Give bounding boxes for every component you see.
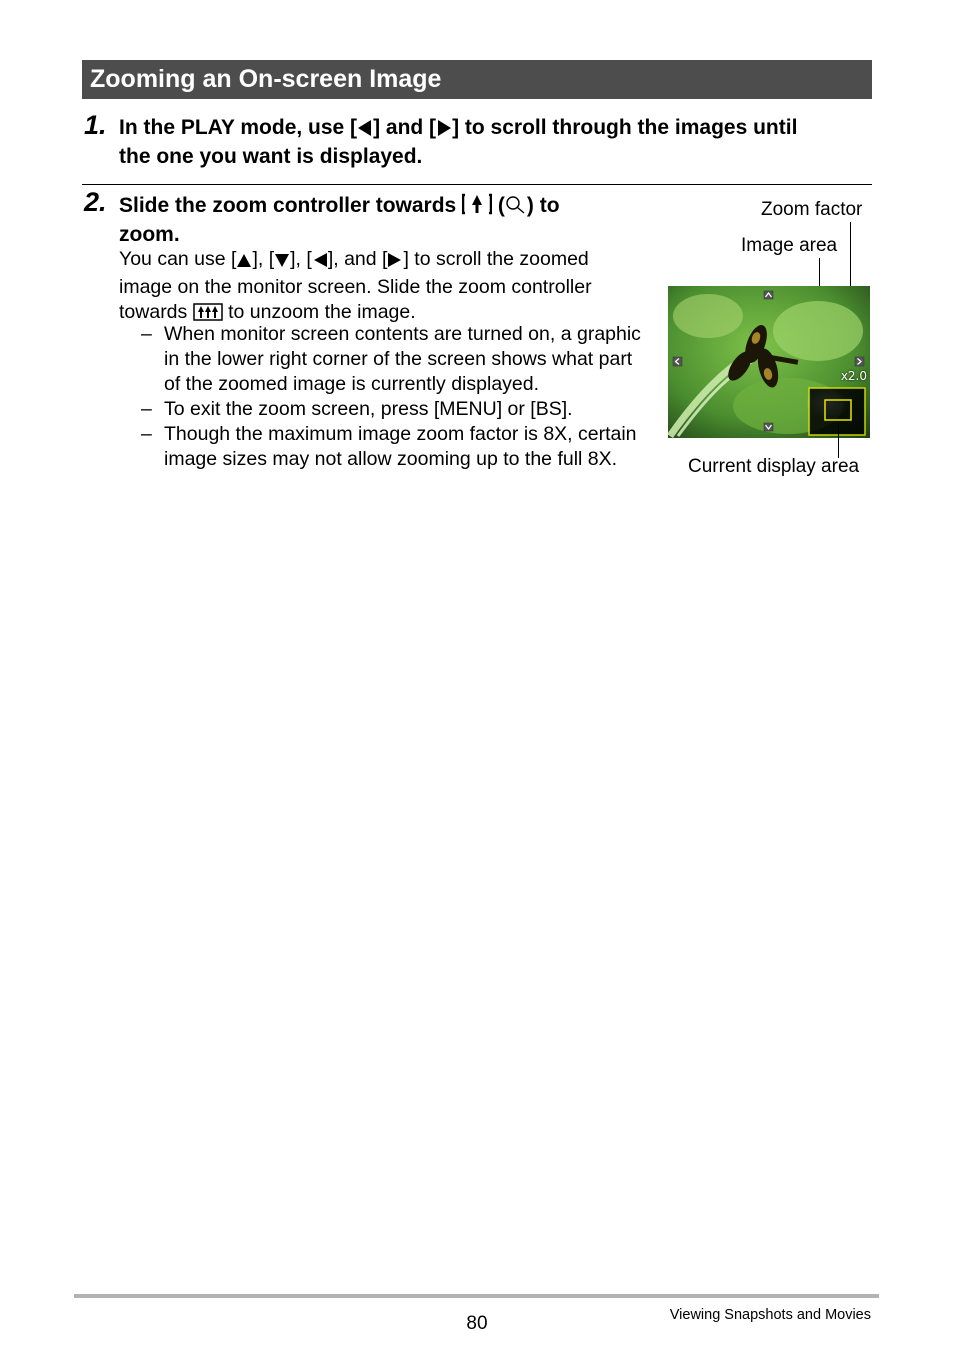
step-2-head-c: ) to [526, 194, 560, 217]
bullet-text: Though the maximum image zoom factor is 8X, certain image sizes may not allow zooming up to the full 8X. [164, 423, 637, 470]
body-text-b: ], [ [252, 248, 275, 270]
step-1-text-a: In the PLAY mode, use [ [119, 116, 358, 139]
magnifier-icon [505, 195, 527, 222]
body-text-line3-b: to unzoom the image. [228, 301, 416, 323]
body-text-e: ] to scroll the zoomed [403, 248, 589, 270]
step-2-head-line2: zoom. [119, 223, 180, 246]
right-arrow-icon [436, 118, 452, 144]
body-text-line2: image on the monitor screen. Slide the zoom controller [119, 276, 592, 298]
divider-rule [82, 184, 872, 185]
step-2-number: 2. [84, 187, 107, 217]
label-image-area: Image area [741, 235, 838, 256]
bullet-text: When monitor screen contents are turned on, a graphic in the lower right corner of the screen shows what part of the zoomed image is currently displayed. [164, 323, 641, 395]
bullet-dash: – [141, 423, 152, 445]
step-2-head-a: Slide the zoom controller towards [119, 194, 457, 217]
footer-rule [74, 1294, 879, 1298]
step-2-body [119, 247, 649, 328]
step-2-heading [119, 193, 659, 248]
page-number: 80 [466, 1313, 488, 1334]
right-arrow-icon [387, 250, 403, 275]
left-arrow-icon [312, 250, 328, 275]
zoomed-photo [668, 286, 870, 438]
left-arrow-icon [357, 118, 373, 144]
bullet-text: To exit the zoom screen, press [MENU] or [BS]. [164, 398, 573, 420]
zoom-tele-icon [462, 193, 492, 222]
label-zoom-factor: Zoom factor [761, 199, 863, 220]
body-text-a: You can use [ [119, 248, 237, 270]
label-current-display-area: Current display area [688, 456, 860, 477]
step-1-text-c: ] to scroll through the images until [452, 116, 798, 139]
bullet-dash: – [141, 398, 152, 420]
chapter-title: Viewing Snapshots and Movies [669, 1307, 871, 1323]
body-text-c: ], [ [290, 248, 312, 270]
step-2-head-b: ( [497, 194, 505, 217]
notes-list [141, 322, 646, 472]
image-area-box [809, 388, 865, 435]
list-item [141, 422, 646, 472]
section-title: Zooming an On-screen Image [82, 60, 872, 99]
step-1-text-line2: the one you want is displayed. [119, 145, 423, 168]
down-arrow-icon [274, 250, 290, 275]
bullet-dash: – [141, 323, 152, 345]
zoom-factor-readout: x2.0 [840, 369, 867, 383]
list-item [141, 322, 646, 397]
step-1-text [119, 115, 869, 170]
list-item [141, 397, 646, 422]
body-text-line3-a: towards [119, 301, 188, 323]
step-1-number: 1. [84, 110, 107, 140]
step-1-text-b: ] and [ [373, 116, 437, 139]
up-arrow-icon [236, 250, 252, 275]
body-text-d: ], and [ [327, 248, 388, 270]
leader-current-area [838, 425, 839, 458]
